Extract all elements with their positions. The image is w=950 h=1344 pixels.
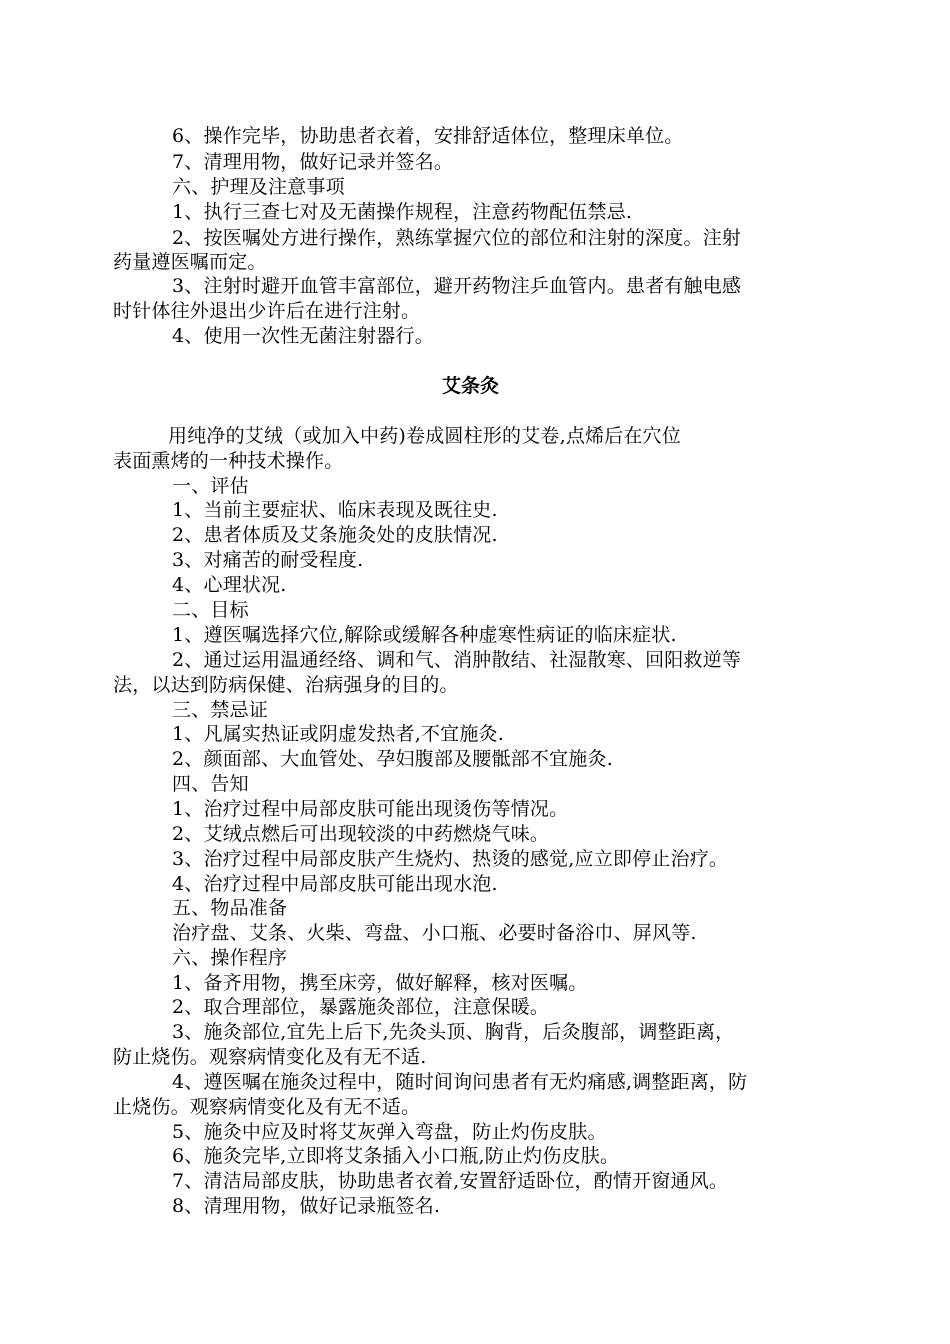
text-line: 1、治疗过程中局部皮肤可能出现烫伤等情况。 <box>172 798 569 820</box>
section-heading: 一、评估 <box>172 475 249 497</box>
text-line: 4、治疗过程中局部皮肤可能出现水泡. <box>172 873 498 895</box>
text-line: 1、遵医嘱选择穴位,解除或缓解各种虚寒性病证的临床症状. <box>172 624 677 646</box>
text-line: 2、艾绒点燃后可出现较淡的中药燃烧气味。 <box>172 823 550 845</box>
text-line: 3、施灸部位,宜先上后下,先灸头顶、胸背，后灸腹部，调整距离， <box>172 1021 735 1043</box>
text-line: 6、施灸完毕,立即将艾条插入小口瓶,防止灼伤皮肤。 <box>172 1145 620 1167</box>
text-line: 1、执行三查七对及无菌操作规程，注意药物配伍禁忌. <box>172 201 633 223</box>
text-line: 2、取合理部位，暴露施灸部位，注意保暖。 <box>172 996 550 1018</box>
text-line: 药量遵医嘱而定。 <box>113 251 267 273</box>
section-heading: 二、目标 <box>172 599 249 621</box>
text-line: 4、使用一次性无菌注射器行。 <box>172 325 434 347</box>
text-line: 5、施灸中应及时将艾灰弹入弯盘，防止灼伤皮肤。 <box>172 1121 607 1143</box>
text-line: 3、注射时避开血管丰富部位，避开药物注乒血管内。患者有触电感 <box>172 275 742 297</box>
text-line: 7、清洁局部皮肤，协助患者衣着,安置舒适卧位，酌情开窗通风。 <box>172 1170 729 1192</box>
section-heading: 六、护理及注意事项 <box>172 176 345 198</box>
text-line: 8、清理用物，做好记录瓶签名. <box>172 1195 441 1217</box>
intro-line: 用纯净的艾绒（或加入中药)卷成圆柱形的艾卷,点烯后在穴位 <box>168 425 682 447</box>
text-line: 防止烧伤。观察病情变化及有无不适. <box>113 1046 427 1068</box>
text-line: 4、心理状况. <box>172 574 287 596</box>
text-line: 4、遵医嘱在施灸过程中，随时间询问患者有无灼痛感,调整距离，防 <box>172 1071 748 1093</box>
text-line: 2、按医嘱处方进行操作，熟练掌握穴位的部位和注射的深度。注射 <box>172 227 742 249</box>
text-line: 1、凡属实热证或阴虚发热者,不宜施灸. <box>172 723 504 745</box>
text-line: 法，以达到防病保健、治病强身的目的。 <box>113 674 459 696</box>
text-line: 3、对痛苦的耐受程度. <box>172 549 364 571</box>
text-line: 2、通过运用温通经络、调和气、消肿散结、社湿散寒、回阳救逆等 <box>172 649 742 671</box>
text-line: 2、颜面部、大血管处、孕妇腹部及腰骶部不宜施灸. <box>172 748 613 770</box>
intro-line: 表面熏烤的一种技术操作。 <box>113 450 344 472</box>
text-line: 1、当前主要症状、临床表现及既往史. <box>172 499 498 521</box>
section-heading: 六、操作程序 <box>172 947 288 969</box>
text-line: 时针体往外退出少许后在进行注射。 <box>113 300 421 322</box>
section-heading: 四、告知 <box>172 773 249 795</box>
document-title: 艾条灸 <box>442 375 500 397</box>
text-line: 3、治疗过程中局部皮肤产生烧灼、热烫的感觉,应立即停止治疗。 <box>172 848 729 870</box>
text-line: 2、患者体质及艾条施灸处的皮肤情况. <box>172 524 498 546</box>
section-heading: 五、物品准备 <box>172 897 288 919</box>
text-line: 1、备齐用物，携至床旁，做好解释，核对医嘱。 <box>172 972 588 994</box>
text-line: 7、清理用物，做好记录并签名。 <box>172 151 454 173</box>
text-line: 止烧伤。观察病情变化及有无不适。 <box>113 1096 421 1118</box>
text-line: 治疗盘、艾条、火柴、弯盘、小口瓶、必要时备浴巾、屏风等. <box>172 922 697 944</box>
section-heading: 三、禁忌证 <box>172 699 269 721</box>
text-line: 6、操作完毕，协助患者衣着，安排舒适体位，整理床单位。 <box>172 125 684 147</box>
